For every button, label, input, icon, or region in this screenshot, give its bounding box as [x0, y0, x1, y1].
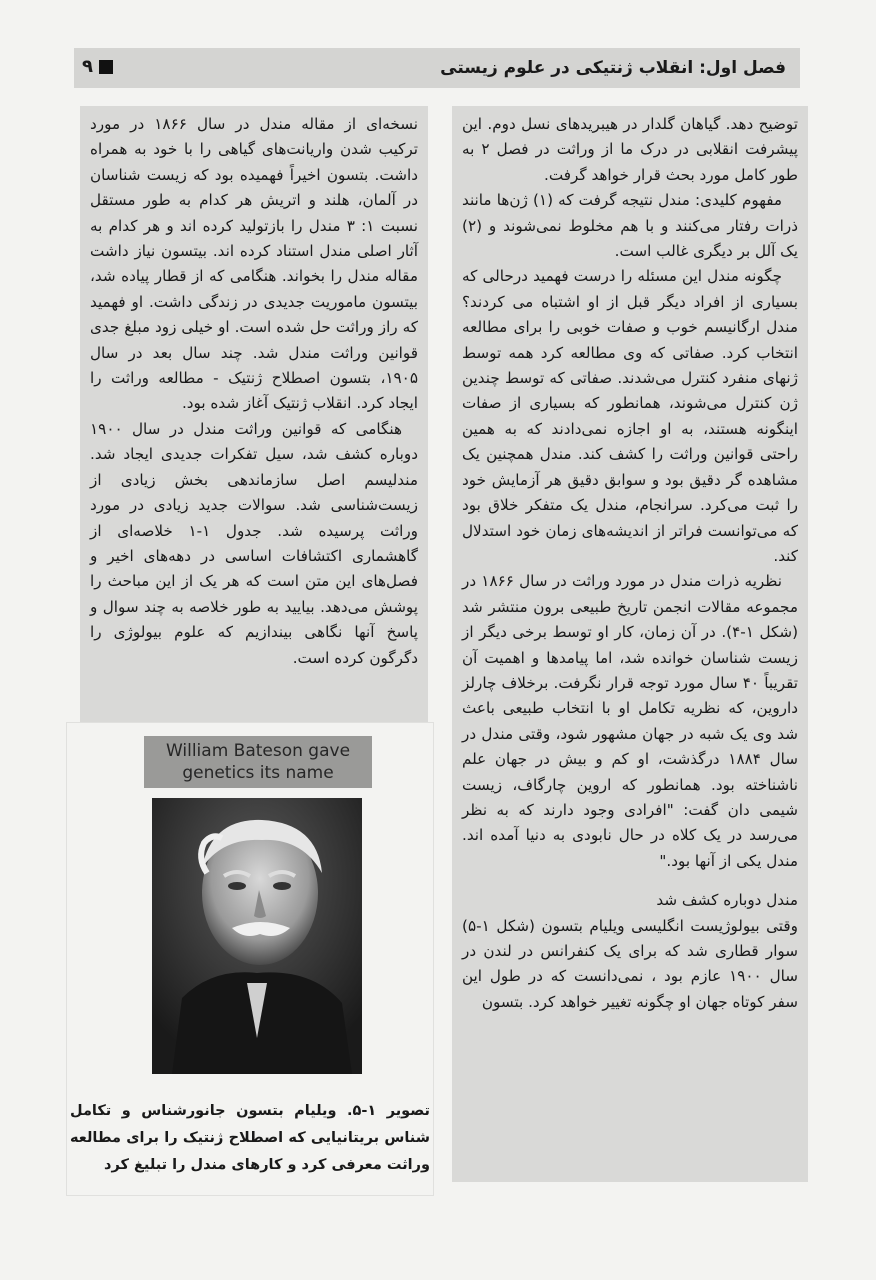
- page-number: ۹: [82, 56, 93, 77]
- chapter-title: فصل اول: انقلاب ژنتیکی در علوم زیستی: [440, 58, 786, 78]
- paragraph: نسخه‌ای از مقاله مندل در سال ۱۸۶۶ در مورد ترکیب شدن واریانت‌های گیاهی را با خود به همراه داشت. بتسون اخیراً فهمیده بود که زیست شناسان در آلمان، هلند و اتریش هر کدام به طور مستقل نسبت ۱: ۳ مندل را بازتولید کرده اند و هر کدام به آثار اصلی مندل استناد کرده اند. بیتسون نیاز داشت مقاله مندل را بخواند. هنگامی که از قطار پیاده شد، بیتسون ماموریت جدیدی در زندگی داشت. او فهمید که راز وراثت حل شده است. او خیلی زود مبلغ جدی قوانین وراثت مندل شد. چند سال بعد در سال ۱۹۰۵، بتسون اصطلاح ژنتیک - مطالعه وراثت را ایجاد کرد. انقلاب ژنتیک آغاز شده بود.: [90, 115, 418, 413]
- paragraph: توضیح دهد. گیاهان گلدار در هیبریدهای نسل دوم. این پیشرفت انقلابی در درک ما از وراثت در فصل ۲ به طور کامل مورد بحث قرار خواهد گرفت.: [462, 115, 798, 184]
- paragraph: هنگامی که قوانین وراثت مندل در سال ۱۹۰۰ دوباره کشف شد، سیل تفکرات جدیدی ایجاد شد. مندلیسم اصل سازماندهی بخش زیادی از زیست‌شناسی شد. سوالات جدید زیادی در مورد وراثت پرسیده شد. جدول ۱-۱ خلاصه‌ای از گاهشماری اکتشافات اساسی در دهه‌های اخیر و فصل‌های این متن است که هر یک از این مباحث را پوشش می‌دهد. بیایید به طور خلاصه به چند سوال و پاسخ آنها نگاهی بیندازیم که علوم بیولوژی را دگرگون کرده است.: [90, 419, 418, 667]
- figure-banner: William Bateson gave genetics its name: [144, 736, 372, 788]
- left-text-column: [80, 106, 428, 722]
- figure-caption: تصویر ۱-۵. ویلیام بتسون جانورشناس و تکامل شناس بریتانیایی که اصطلاح ژنتیک را برای مطالعه وراثت معرفی کرد و کارهای مندل را تبلیغ کرد: [70, 1103, 430, 1173]
- header-square-marker: [99, 60, 113, 74]
- paragraph: مفهوم کلیدی: مندل نتیجه گرفت که (۱) ژن‌ها مانند ذرات رفتار می‌کنند و با هم مخلوط نمی‌شوند و (۲) یک آلل بر دیگری غالب است.: [462, 191, 798, 261]
- paragraph: چگونه مندل این مسئله را درست فهمید درحالی که بسیاری از افراد دیگر قبل از او اشتباه می کردند؟ مندل ارگانیسم خوب و صفات خوبی را برای مطالعه انتخاب کرد. صفاتی که وی مطالعه کرد همه توسط ژنهای منفرد کنترل می‌شدند. صفاتی که توسط چندین ژن کنترل می‌شوند، همانطور که بسیاری از صفات اینگونه هستند، به او اجازه نمی‌دادند که به همین راحتی قوانین وراثت را کشف کند. مندل همچنین یک مشاهده گر دقیق بود و سوابق دقیق هر آزمایش خود را ثبت می‌کرد. سرانجام، مندل یک متفکر خلاق بود که می‌توانست فراتر از اندیشه‌های زمان خود استدلال کند.: [462, 267, 798, 565]
- portrait-illustration: [152, 798, 362, 1074]
- section-heading: مندل دوباره کشف شد: [656, 891, 798, 910]
- paragraph: نظریه ذرات مندل در مورد وراثت در سال ۱۸۶۶ در مجموعه مقالات انجمن تاریخ طبیعی برون منتشر شد (شکل ۱-۴). در آن زمان، کار او توسط برخی دیگر از زیست شناسان خوانده شد، اما پیامدها و اهمیت آن تقریباً ۴۰ سال مورد توجه قرار نگرفت. برخلاف چارلز داروین، که نظریه تکامل او با انتخاب طبیعی باعث شد وی یک شبه در جهان مشهور شود، وقتی مندل در سال ۱۸۸۴ درگذشت، او کم و بیش در جهان علم ناشناخته بود. همانطور که اروین چارگاف، زیست شیمی دان گفت: "افرادی وجود دارند که به نظر می‌رسد در یک کلاه در حال نابودی به دنیا آمده اند. مندل یکی از آنها بود.": [462, 572, 799, 870]
- portrait-photo: [152, 798, 362, 1074]
- right-text-column: [452, 106, 808, 1182]
- paragraph: وقتی بیولوژیست انگلیسی ویلیام بتسون (شکل ۱-۵) سوار قطاری شد که برای یک کنفرانس در لندن در سال ۱۹۰۰ عازم بود ، نمی‌دانست که در طول این سفر کوتاه جهان او چگونه تغییر خواهد کرد. بتسون: [462, 916, 798, 1011]
- running-header: [74, 48, 800, 88]
- page-number-group: [82, 56, 113, 77]
